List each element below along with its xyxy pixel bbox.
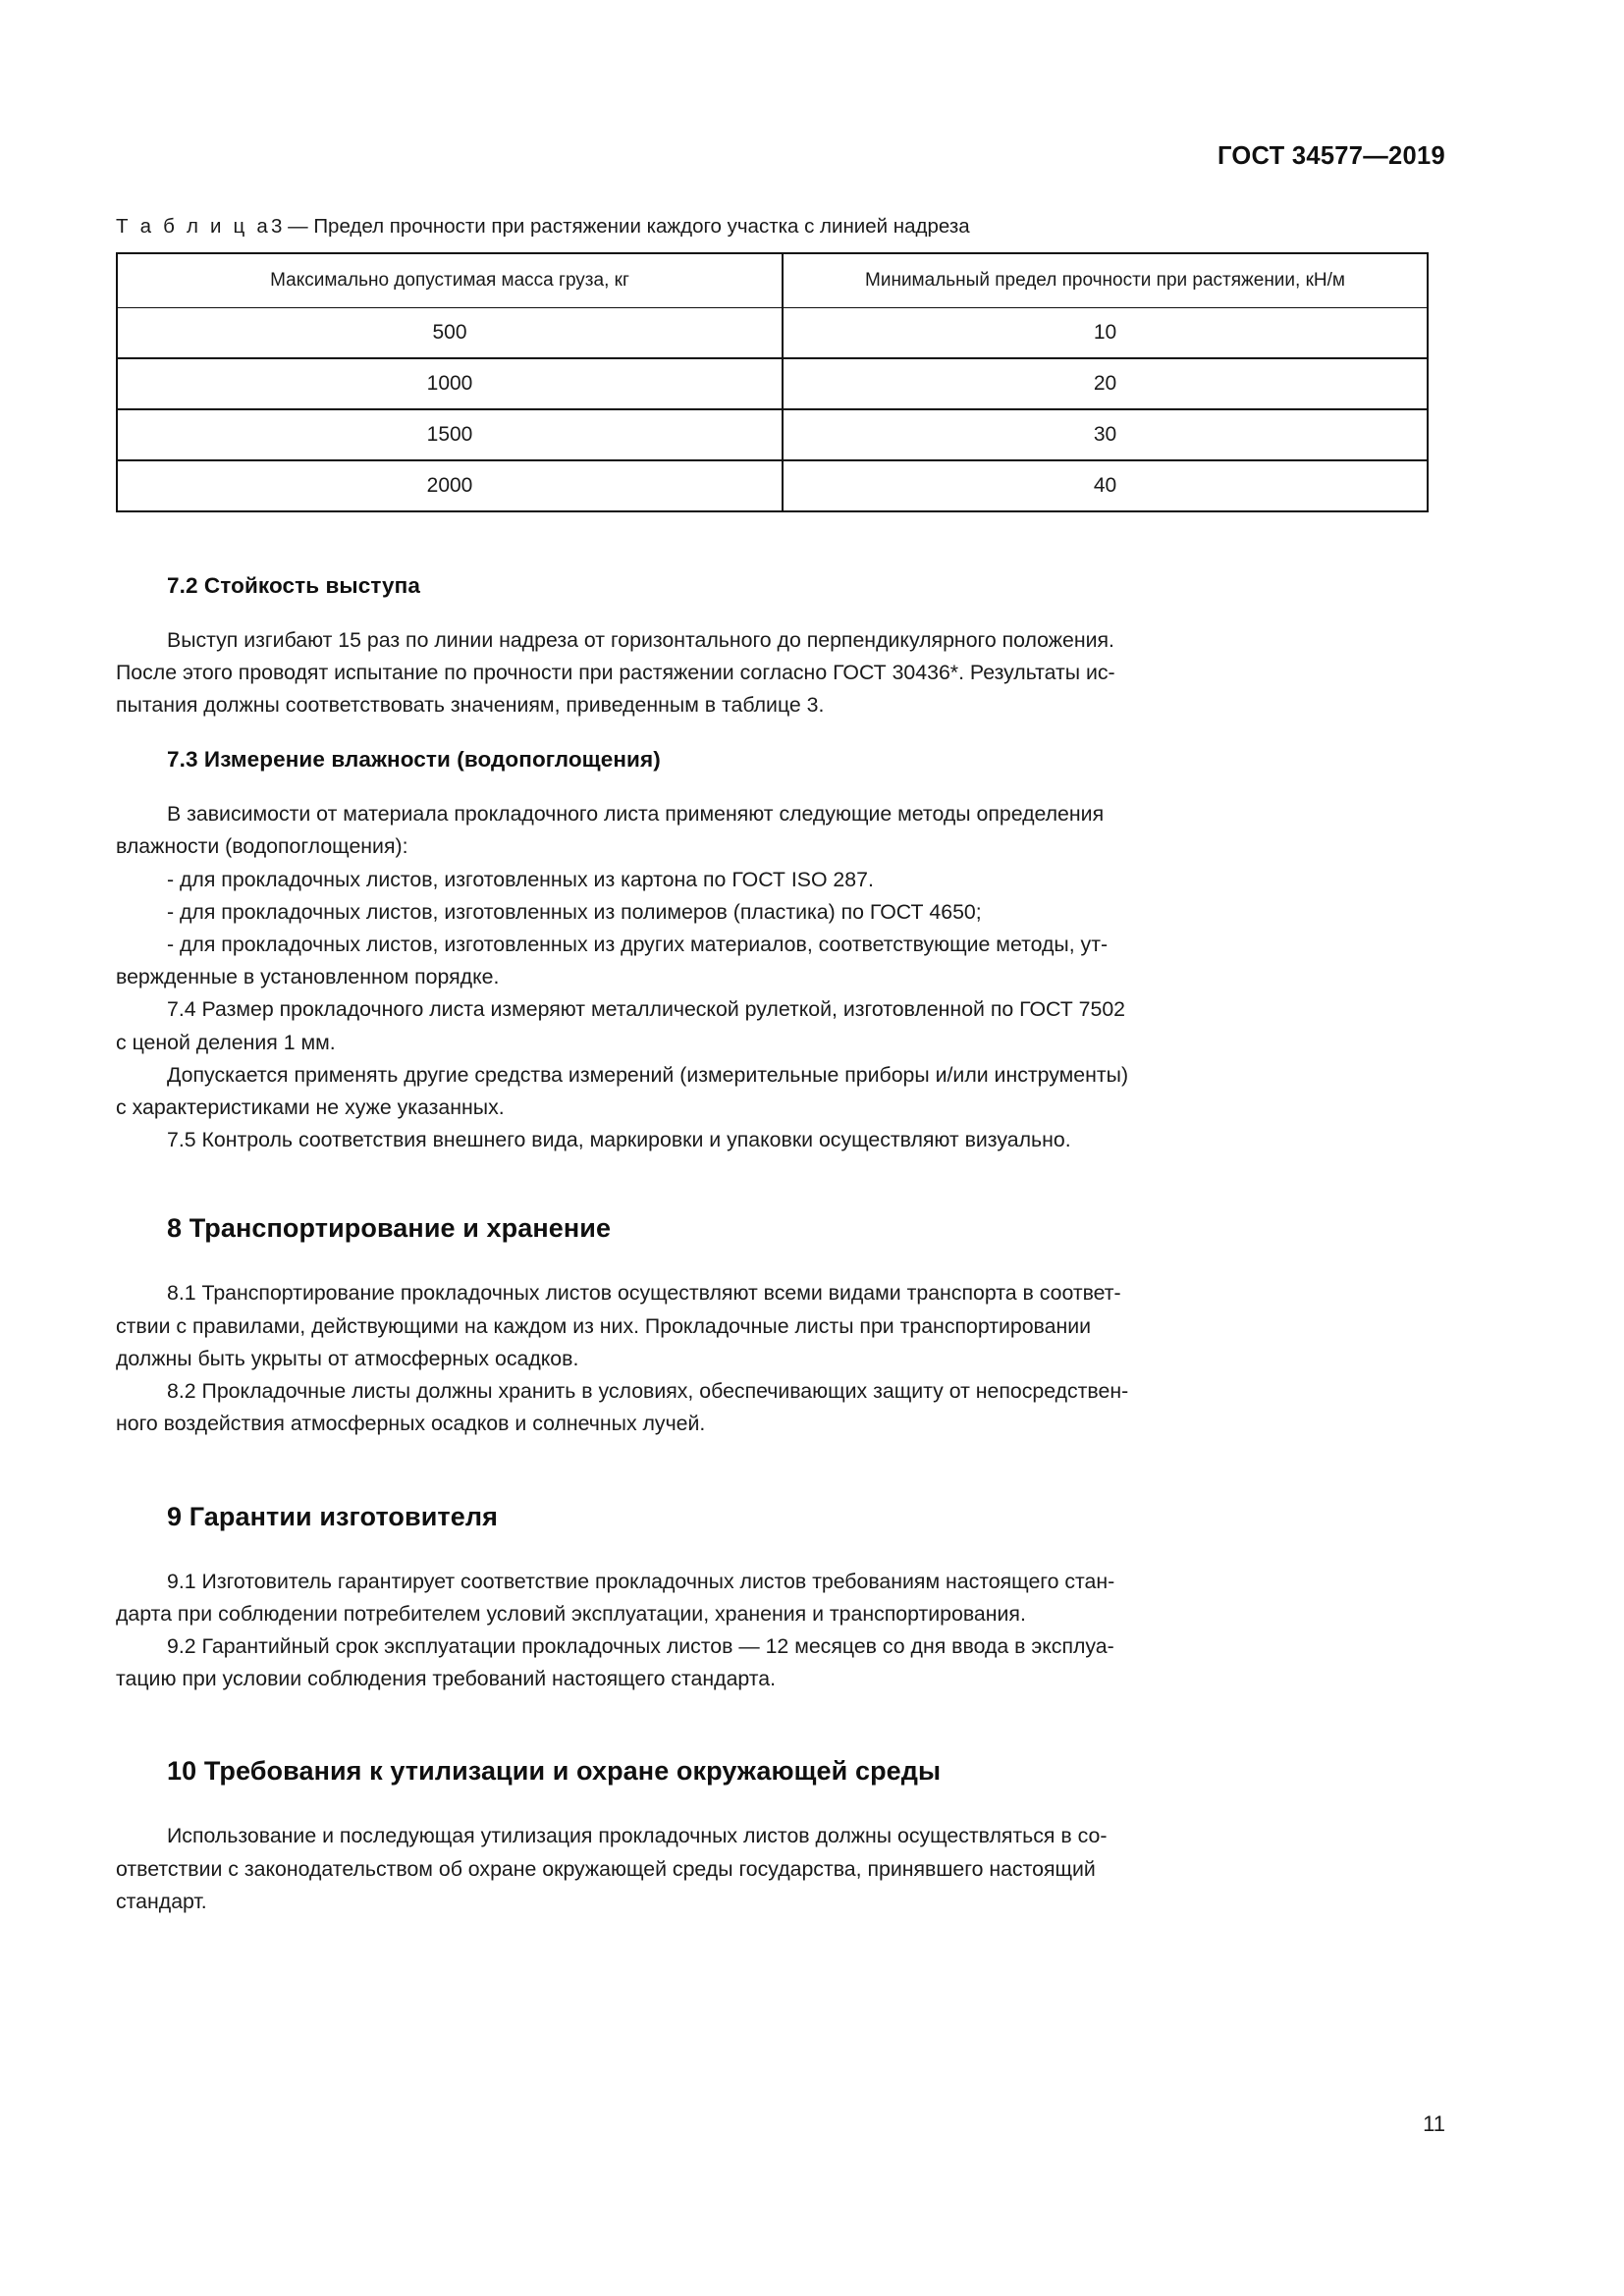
paragraph-7-3-line-2: влажности (водопоглощения): bbox=[116, 834, 408, 859]
list-item-other-materials-line-1: - для прокладочных листов, изготовленных из других материалов, соответствующие методы, ут- bbox=[167, 933, 1109, 957]
paragraph-7-2-line-1: Выступ изгибают 15 раз по линии надреза от горизонтального до перпендикулярного положения. bbox=[167, 627, 1114, 652]
paragraph-7-2-line-2: После этого проводят испытание по прочности при растяжении согласно ГОСТ 30436*. Результаты ис- bbox=[116, 660, 1115, 684]
table3-cell-strength: 20 bbox=[783, 358, 1428, 409]
table3-cell-strength: 10 bbox=[783, 307, 1428, 358]
paragraph-7-3-line-1: В зависимости от материала прокладочного листа применяют следующие методы определения bbox=[167, 802, 1105, 827]
table-row bbox=[117, 307, 1428, 358]
document-header-standard-number: ГОСТ 34577—2019 bbox=[1217, 142, 1445, 170]
table3-cell-mass: 2000 bbox=[117, 460, 783, 511]
table3-cell-mass: 500 bbox=[117, 307, 783, 358]
table3-header-row bbox=[117, 253, 1428, 308]
paragraph-7-4-line-2: с ценой деления 1 мм. bbox=[116, 1030, 336, 1054]
heading-7-2: 7.2 Стойкость выступа bbox=[167, 572, 420, 598]
table3-caption-text: Предел прочности при растяжении каждого участка с линией надреза bbox=[313, 215, 970, 238]
heading-8: 8 Транспортирование и хранение bbox=[167, 1213, 612, 1244]
list-item-other-materials-line-2: вержденные в установленном порядке. bbox=[116, 965, 500, 989]
paragraph-9-2-line-2: тацию при условии соблюдения требований настоящего стандарта. bbox=[116, 1667, 777, 1691]
table3-col-header-strength: Минимальный предел прочности при растяжении, кН/м bbox=[783, 253, 1428, 308]
paragraph-9-1-line-1: 9.1 Изготовитель гарантирует соответствие прокладочных листов требованиям настоящего стан- bbox=[167, 1569, 1115, 1593]
table3-cell-strength: 30 bbox=[783, 409, 1428, 460]
list-item-card: - для прокладочных листов, изготовленных из картона по ГОСТ ISO 287. bbox=[167, 867, 874, 891]
heading-9: 9 Гарантии изготовителя bbox=[167, 1501, 498, 1531]
table3-caption-label: Т а б л и ц а bbox=[116, 215, 271, 238]
table-row bbox=[117, 409, 1428, 460]
paragraph-8-1-line-3: должны быть укрыты от атмосферных осадков. bbox=[116, 1346, 579, 1370]
table-row bbox=[117, 460, 1428, 511]
table3-caption-dash: — bbox=[288, 215, 308, 238]
table3-cell-mass: 1000 bbox=[117, 358, 783, 409]
table3-cell-strength: 40 bbox=[783, 460, 1428, 511]
heading-10: 10 Требования к утилизации и охране окружающей среды bbox=[167, 1756, 942, 1787]
paragraph-7-4-note-line-2: с характеристиками не хуже указанных. bbox=[116, 1095, 505, 1120]
paragraph-10-line-1: Использование и последующая утилизация прокладочных листов должны осуществляться в со- bbox=[167, 1824, 1108, 1848]
paragraph-7-4-note-line-1: Допускается применять другие средства измерений (измерительные приборы и/или инструменты) bbox=[167, 1062, 1129, 1087]
paragraph-9-1-line-2: дарта при соблюдении потребителем условий эксплуатации, хранения и транспортирования. bbox=[116, 1601, 1026, 1626]
paragraph-7-4-line-1: 7.4 Размер прокладочного листа измеряют металлической рулеткой, изготовленной по ГОСТ 7502 bbox=[167, 997, 1126, 1022]
page-content bbox=[116, 214, 1443, 1918]
table3-caption-number: 3 bbox=[271, 215, 283, 238]
list-item-polymer: - для прокладочных листов, изготовленных из полимеров (пластика) по ГОСТ 4650; bbox=[167, 899, 982, 924]
paragraph-8-1-line-1: 8.1 Транспортирование прокладочных листов осуществляют всеми видами транспорта в соответ- bbox=[167, 1281, 1121, 1306]
table3-cell-mass: 1500 bbox=[117, 409, 783, 460]
table-row bbox=[117, 358, 1428, 409]
paragraph-9-2-line-1: 9.2 Гарантийный срок эксплуатации прокладочных листов — 12 месяцев со дня ввода в эксплуа- bbox=[167, 1633, 1114, 1658]
paragraph-8-2-line-1: 8.2 Прокладочные листы должны хранить в условиях, обеспечивающих защиту от непосредствен- bbox=[167, 1379, 1129, 1404]
page-number: 11 bbox=[1423, 2111, 1445, 2136]
paragraph-10-line-2: ответствии с законодательством об охране окружающей среды государства, принявшего настоящий bbox=[116, 1856, 1096, 1881]
paragraph-10-line-3: стандарт. bbox=[116, 1889, 207, 1913]
paragraph-8-1-line-2: ствии с правилами, действующими на каждом из них. Прокладочные листы при транспортировании bbox=[116, 1313, 1092, 1338]
paragraph-8-2-line-2: ного воздействия атмосферных осадков и солнечных лучей. bbox=[116, 1412, 706, 1436]
table3 bbox=[116, 252, 1429, 512]
heading-7-3: 7.3 Измерение влажности (водопоглощения) bbox=[167, 747, 661, 773]
table3-col-header-mass: Максимально допустимая масса груза, кг bbox=[117, 253, 783, 308]
paragraph-7-2-line-3: пытания должны соответствовать значениям, приведенным в таблице 3. bbox=[116, 693, 825, 718]
paragraph-7-5: 7.5 Контроль соответствия внешнего вида, маркировки и упаковки осуществляют визуально. bbox=[167, 1128, 1071, 1152]
table3-caption bbox=[116, 214, 1443, 240]
